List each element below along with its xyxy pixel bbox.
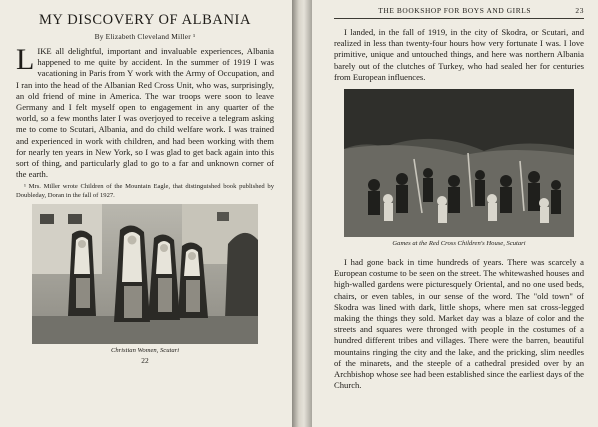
left-page-number: 22 xyxy=(141,356,149,366)
back-in-time-paragraph: I had gone back in time hundreds of years. There was scarcely a European costume to be seen on the street. The whitewashed houses and high-walled gardens were picturesquely Oriental, and no one used beds, chairs, or even tables, in our sense of the word. The "old town" of Skodra was lined with dark, little shops, where men sat cross-legged making the things they sold. Market day was a blaze of color and the streets and squares were thronged with people in the costumes of a hundred different tribes and villages. There were the barren, beautiful mountains ringing the city and the lake, and the pricking, slim needles of the minarets, and the steeple of a cathedral presided over by an Archbishop whose see had been established since the earliest days of the Church. xyxy=(334,257,584,391)
book-gutter xyxy=(292,0,312,427)
right-page xyxy=(312,0,598,427)
christian-women-photo-image xyxy=(32,204,258,344)
landing-paragraph: I landed, in the fall of 1919, in the city of Skodra, or Scutari, and realized in less than twenty-four hours how very fortunate I was. I love primitive, unique and untouched things, and here was northern Albania barely out of the clutches of Turkey, who had sealed her for centuries from European influences. xyxy=(334,27,584,82)
article-title: MY DISCOVERY OF ALBANIA xyxy=(38,12,252,28)
footnote: ¹ Mrs. Miller wrote Children of the Mountain Eagle, that distinguished book published by Doubleday, Doran in the fall of 1927. xyxy=(16,183,274,199)
left-page xyxy=(0,0,292,427)
games-photo xyxy=(344,89,574,237)
right-page-number: 23 xyxy=(575,6,584,15)
article-byline: By Elizabeth Cleveland Miller ¹ xyxy=(94,32,196,41)
intro-text: IKE all delightful, important and invaluable experiences, Albania happened to me quite by accident. In the summer of 1919 I was vacationing in Paris from Y work with the Army of Occupation, and I ran into the head of the Albanian Red Cross Unit, who was, surprisingly, an old friend of mine in America. The war troops were soon to leave Germany and I felt myself open to engagement in any quarter of the world, so a few months later I was overjoyed to receive a telegram asking me to come to Scutari, Albania, and do child welfare work. I was trained and experienced in work with children, and had been working with them for nearly ten years in New York, so I was glad to get back again into this sort of thing, and particularly glad to go to a far and unknown corner of the earth. xyxy=(16,46,274,180)
christian-women-photo xyxy=(32,204,258,344)
article-intro-paragraph xyxy=(16,43,274,180)
running-head xyxy=(334,6,584,19)
games-photo-image xyxy=(344,89,574,237)
running-head-title: THE BOOKSHOP FOR BOYS AND GIRLS xyxy=(378,6,532,15)
games-caption: Games at the Red Cross Children's House, Scutari xyxy=(392,240,526,248)
drop-cap: L xyxy=(16,43,35,76)
christian-women-caption: Christian Women, Scutari xyxy=(110,347,180,355)
